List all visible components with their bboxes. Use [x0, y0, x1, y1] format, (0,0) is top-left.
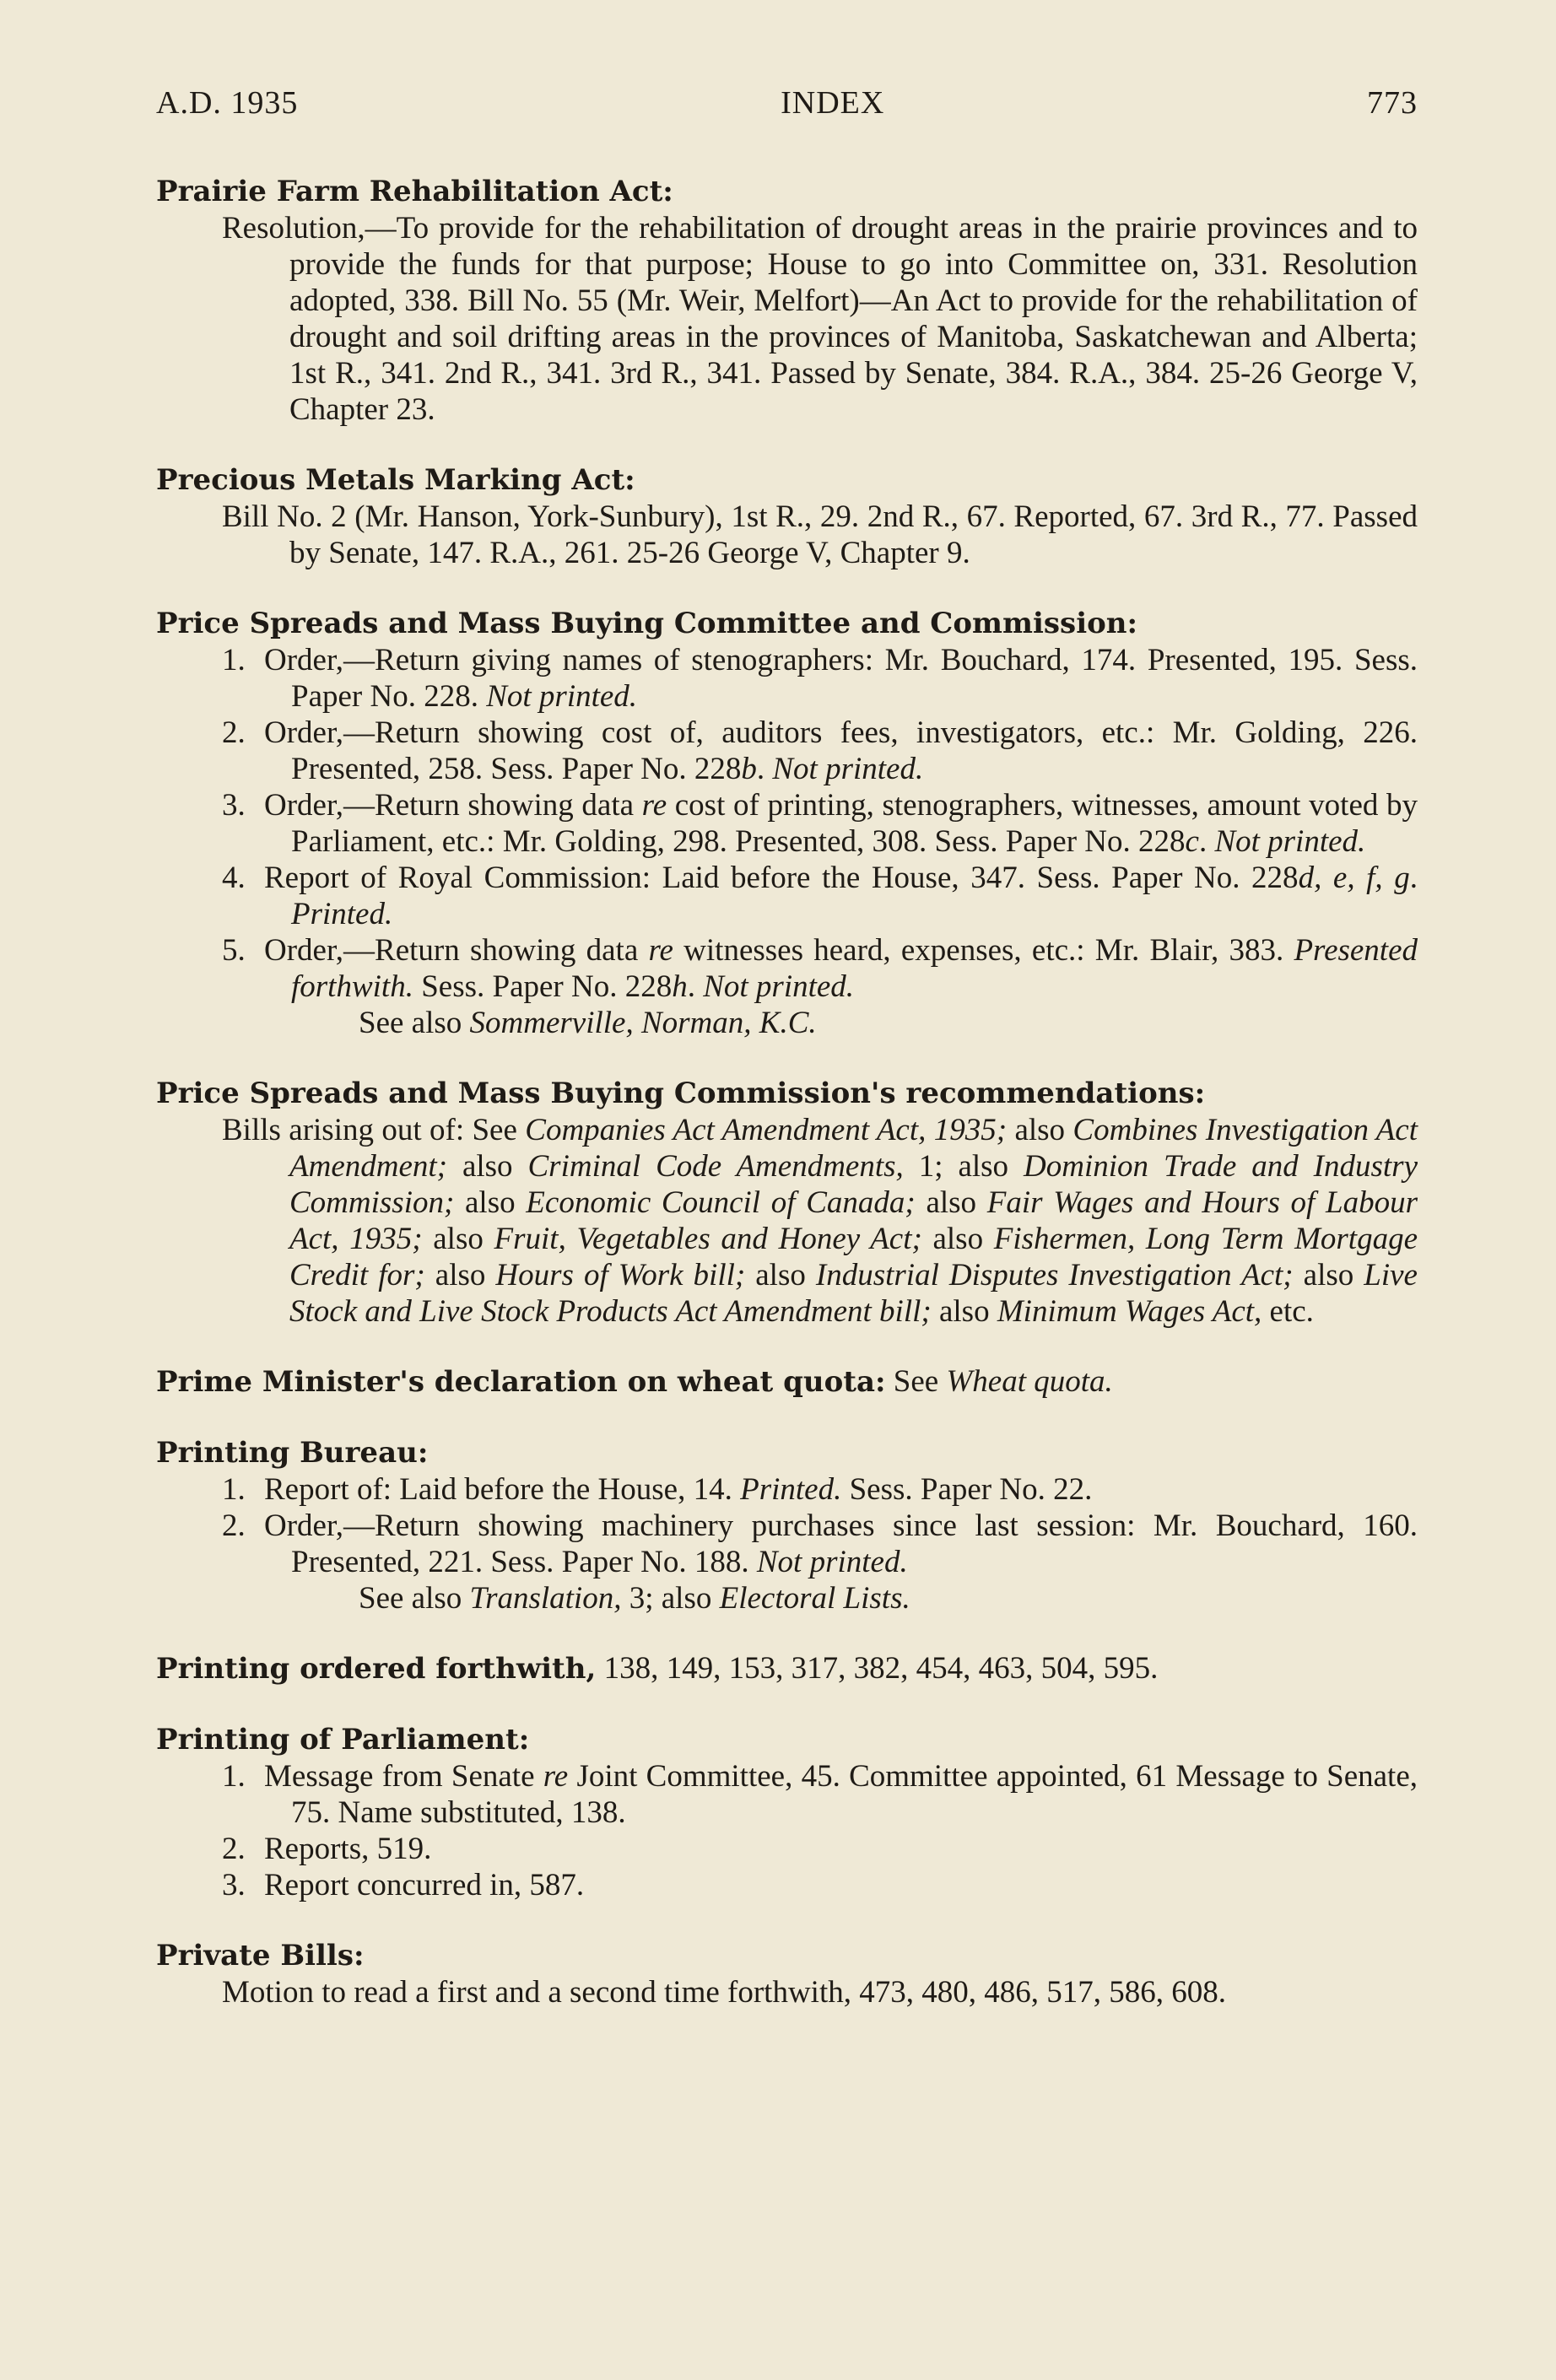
item-text [264, 642, 1418, 715]
header-year: A.D. 1935 [156, 85, 299, 121]
item-italic: d, e, f, g [1298, 861, 1410, 895]
entry-heading-line [156, 1721, 1418, 1758]
entry-paragraph [222, 1112, 1418, 1330]
item-number: 1. [222, 643, 246, 677]
entry-heading: Price Spreads and Mass Buying Committee and Commission: [156, 607, 1138, 640]
see-also-text: 3; also [621, 1581, 720, 1616]
item-italic: h [672, 969, 688, 1004]
item-text: Report of: Laid before the House, 14. [264, 1472, 741, 1507]
item-number: 3. [222, 1868, 246, 1902]
index-entry [156, 1937, 1418, 2010]
item-italic: re [641, 788, 667, 823]
paragraph-italic: Live Stock and Live Stock Products Act Amendment bill; [289, 1258, 1418, 1329]
page-number: 773 [1367, 85, 1418, 121]
item-number: 1. [222, 1759, 246, 1794]
item-number: 1. [222, 1472, 246, 1507]
index-entry [156, 173, 1418, 428]
entry-heading-line [156, 605, 1418, 642]
item-text: witnesses heard, expenses, etc.: Mr. Blair, 383. [673, 933, 1294, 968]
see-also [359, 1005, 1418, 1041]
index-entry [156, 1650, 1418, 1687]
item-italic: Not printed. [703, 969, 855, 1004]
entry-heading-line [156, 461, 1418, 499]
item-number: 2. [222, 1508, 246, 1543]
item-text: Order,—Return showing machinery purchases since last session: Mr. Bouchard, 160. Presented, 221. Sess. Paper No. 188. [264, 1508, 1418, 1579]
paragraph-text: also [921, 1222, 994, 1256]
item-text [264, 1867, 1418, 1903]
header-title: INDEX [781, 85, 885, 121]
paragraph-italic: Fair Wages and Hours of Labour Act, 1935; [289, 1185, 1418, 1256]
numbered-item [222, 715, 1418, 787]
item-italic: c [1185, 824, 1199, 859]
item-italic: Printed. [740, 1472, 842, 1507]
paragraph-italic: Economic Council of Canada; [526, 1185, 916, 1220]
entry-paragraph [222, 1974, 1418, 2010]
item-text: . [1409, 861, 1418, 895]
paragraph-italic: Dominion Trade and Industry Commission; [289, 1149, 1418, 1220]
item-text: Joint Committee, 45. Committee appointed, 61 Message to Senate, 75. Name substituted, 138. [291, 1759, 1418, 1830]
paragraph-text: also [745, 1258, 816, 1293]
entry-heading: Printing of Parliament: [156, 1723, 530, 1757]
item-italic: Not printed. [772, 752, 924, 786]
paragraph-italic: Fruit, Vegetables and Honey Act; [494, 1222, 922, 1256]
item-text: . [687, 969, 704, 1004]
index-entry [156, 1075, 1418, 1330]
item-text: Order,—Return showing cost of, auditors fees, investigators, etc.: Mr. Golding, 226. Presented, 258. Sess. Paper No. 228 [264, 715, 1418, 786]
item-number: 3. [222, 788, 246, 823]
paragraph-text: also [915, 1185, 987, 1220]
item-text [264, 1471, 1418, 1508]
numbered-item [222, 860, 1418, 932]
paragraph-text: Motion to read a first and a second time forthwith, 473, 480, 486, 517, 586, 608. [222, 1975, 1226, 2010]
paragraph-italic: Combines Investigation Act Amendment; [289, 1113, 1418, 1184]
numbered-item [222, 1758, 1418, 1831]
entry-inline-text: See [885, 1364, 947, 1399]
item-text: Sess. Paper No. 228 [413, 969, 673, 1004]
item-text: Order,—Return showing data [264, 933, 649, 968]
item-text [264, 787, 1418, 860]
numbered-item [222, 787, 1418, 860]
item-italic: re [543, 1759, 569, 1794]
item-text: Order,—Return giving names of stenographers: Mr. Bouchard, 174. Presented, 195. Sess. Paper No. 228. [264, 643, 1418, 714]
entry-heading: Prime Minister's declaration on wheat quota: [156, 1365, 886, 1399]
item-number: 2. [222, 715, 246, 750]
numbered-item [222, 1867, 1418, 1903]
item-italic: Presented forthwith. [291, 933, 1418, 1004]
paragraph-text: also [454, 1185, 527, 1220]
paragraph-text: also [424, 1258, 496, 1293]
see-also-italic: Electoral Lists. [719, 1581, 910, 1616]
see-also-text: See also [359, 1581, 470, 1616]
see-also-text: See also [359, 1006, 470, 1040]
item-text [264, 1508, 1418, 1580]
numbered-item [222, 642, 1418, 715]
paragraph-text: also [422, 1222, 494, 1256]
item-text: . [756, 752, 773, 786]
paragraph-text: also [1007, 1113, 1073, 1147]
entry-inline-italic: Wheat quota. [946, 1364, 1113, 1399]
item-number: 5. [222, 933, 246, 968]
numbered-item [222, 1831, 1418, 1867]
item-italic: re [648, 933, 673, 968]
paragraph-text: also [1293, 1258, 1364, 1293]
entry-heading-line [156, 1434, 1418, 1471]
paragraph-text: Bill No. 2 (Mr. Hanson, York-Sunbury), 1st R., 29. 2nd R., 67. Reported, 67. 3rd R., 77. Passed by Senate, 147. R.A., 261. 25-26 George V, Chapter 9. [222, 499, 1418, 570]
index-entry [156, 1721, 1418, 1903]
index-entry [156, 1363, 1418, 1400]
item-text: Report concurred in, 587. [264, 1868, 585, 1902]
item-number: 4. [222, 861, 246, 895]
item-text: Sess. Paper No. 22. [841, 1472, 1093, 1507]
paragraph-text: 1; also [903, 1149, 1024, 1184]
entry-heading-line [156, 1937, 1418, 1974]
entry-heading: Printing Bureau: [156, 1436, 429, 1470]
item-text: Report of Royal Commission: Laid before the House, 347. Sess. Paper No. 228 [264, 861, 1299, 895]
item-text: Order,—Return showing data [264, 788, 642, 823]
paragraph-italic: Fishermen, Long Term Mortgage Credit for; [289, 1222, 1418, 1293]
paragraph-italic: Hours of Work bill; [495, 1258, 746, 1293]
entry-heading: Precious Metals Marking Act: [156, 463, 635, 497]
item-text: . [1198, 824, 1215, 859]
see-also-italic: Sommerville, Norman, K.C. [469, 1006, 817, 1040]
entry-paragraph [222, 210, 1418, 428]
item-italic: Not printed. [1214, 824, 1366, 859]
item-italic: Printed. [291, 897, 393, 931]
item-number: 2. [222, 1832, 246, 1866]
item-text: Message from Senate [264, 1759, 543, 1794]
entry-heading: Price Spreads and Mass Buying Commission's recommendations: [156, 1077, 1206, 1110]
paragraph-text: etc. [1262, 1294, 1314, 1329]
index-entries [156, 173, 1418, 2044]
item-text [264, 1758, 1418, 1831]
item-italic: Not printed. [756, 1545, 908, 1579]
paragraph-text: Bills arising out of: See [222, 1113, 526, 1147]
entry-paragraph [222, 499, 1418, 571]
paragraph-italic: Criminal Code Amendments, [527, 1149, 904, 1184]
entry-heading-line [156, 173, 1418, 210]
numbered-item [222, 932, 1418, 1005]
entry-heading: Private Bills: [156, 1939, 365, 1973]
item-text [264, 860, 1418, 932]
see-also-italic: Translation, [469, 1581, 622, 1616]
item-italic: b [741, 752, 757, 786]
entry-heading-line [156, 1650, 1418, 1687]
item-text [264, 715, 1418, 787]
entry-heading: Prairie Farm Rehabilitation Act: [156, 175, 673, 208]
index-entry [156, 461, 1418, 571]
paragraph-text: Resolution,—To provide for the rehabilitation of drought areas in the prairie provinces and to provide the funds for that purpose; House to go into Committee on, 331. Resolution adopted, 338. Bill No. 55 (Mr. Weir, Melfort)—An Act to provide for the rehabilitation of drought and soil drifting areas in the provinces of Manitoba, Saskatchewan and Alberta; 1st R., 341. 2nd R., 341. 3rd R., 341. Passed by Senate, 384. R.A., 384. 25-26 George V, Chapter 23. [222, 211, 1418, 427]
paragraph-text: also [931, 1294, 997, 1329]
entry-heading: Printing ordered forthwith, [156, 1652, 597, 1686]
paragraph-italic: Companies Act Amendment Act, 1935; [525, 1113, 1008, 1147]
entry-inline-text: 138, 149, 153, 317, 382, 454, 463, 504, 595. [596, 1651, 1159, 1686]
entry-heading-line [156, 1363, 1418, 1400]
see-also [359, 1580, 1418, 1616]
item-text [264, 932, 1418, 1005]
index-entry [156, 605, 1418, 1041]
running-head [156, 84, 1418, 121]
item-text: Reports, 519. [264, 1832, 432, 1866]
paragraph-italic: Industrial Disputes Investigation Act; [815, 1258, 1294, 1293]
index-entry [156, 1434, 1418, 1616]
item-italic: Not printed. [486, 679, 638, 714]
numbered-item [222, 1508, 1418, 1580]
item-text: cost of printing, stenographers, witnesses, amount voted by Parliament, etc.: Mr. Golding, 298. Presented, 308. Sess. Paper No. 228 [291, 788, 1418, 859]
paragraph-italic: Minimum Wages Act, [997, 1294, 1262, 1329]
entry-heading-line [156, 1075, 1418, 1112]
item-text [264, 1831, 1418, 1867]
paragraph-text: also [447, 1149, 528, 1184]
numbered-item [222, 1471, 1418, 1508]
